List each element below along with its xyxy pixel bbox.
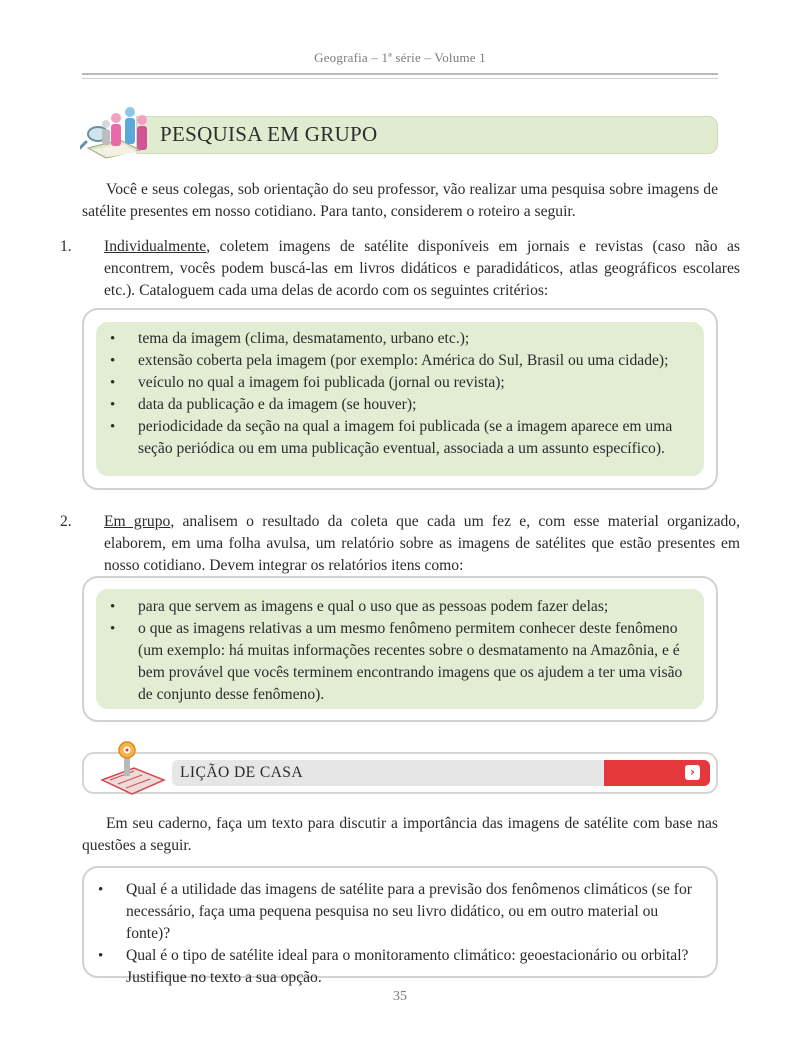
list-item: • data da publicação e da imagem (se houver); [110, 394, 698, 416]
criteria-list [110, 328, 698, 460]
page-number: 35 [393, 989, 407, 1004]
step-text: , analisem o resultado da coleta que cada um fez e, com esse material organizado, elaborem, em uma folha avulsa, um relatório sobre as imagens de satélites que estão presentes em nosso cotidiano. Devem integrar os relatórios itens como: [104, 513, 740, 574]
chevron-right-icon[interactable]: › [685, 765, 700, 780]
report-items-list [110, 596, 698, 706]
homework-icon [98, 740, 168, 796]
list-item: • Qual é a utilidade das imagens de satélite para a previsão dos fenômenos climáticos (se for necessário, faça uma pequena pesquisa no seu livro didático, ou em outro material ou fonte)? [98, 879, 702, 945]
step-1-paragraph [60, 236, 740, 302]
section-title-homework: LIÇÃO DE CASA [180, 764, 304, 781]
list-item: • extensão coberta pela imagem (por exemplo: América do Sul, Brasil ou uma cidade); [110, 350, 698, 372]
step-text: , coletem imagens de satélite disponíveis em jornais e revistas (caso não as encontrem, vocês podem buscá-las em livros didáticos e paradidáticos, atlas geográficos escolares etc.). Cataloguem cada uma delas de acordo com os seguintes critérios: [104, 238, 740, 299]
intro-paragraph: Você e seus colegas, sob orientação do seu professor, vão realizar uma pesquisa sobre imagens de satélite presentes em nosso cotidiano. Para tanto, considerem o roteiro a seguir. [82, 181, 718, 220]
step-number: 2. [60, 513, 72, 530]
homework-questions-list [98, 879, 702, 989]
group-research-icon [80, 104, 166, 160]
list-item: • para que servem as imagens e qual o uso que as pessoas podem fazer delas; [110, 596, 698, 618]
list-item: • veículo no qual a imagem foi publicada (jornal ou revista); [110, 372, 698, 394]
step-number: 1. [60, 238, 72, 255]
list-item: • Qual é o tipo de satélite ideal para o monitoramento climático: geoestacionário ou orbital? Justifique no texto a sua opção. [98, 945, 702, 989]
list-item: • o que as imagens relativas a um mesmo fenômeno permitem conhecer deste fenômeno (um exemplo: há muitas informações recentes sobre o desmatamento na Amazônia, e é bem provável que vocês terminem encontrando imagens que os ajudem a ter uma visão de conjunto desse fenômeno). [110, 618, 698, 706]
homework-intro-paragraph: Em seu caderno, faça um texto para discutir a importância das imagens de satélite com base nas questões a seguir. [82, 815, 718, 854]
header-rule [82, 73, 718, 75]
running-head: Geografia – 1ª série – Volume 1 [314, 50, 486, 65]
section-title-group-research: PESQUISA EM GRUPO [160, 122, 378, 146]
step-emphasis: Individualmente [104, 238, 207, 255]
list-item: • tema da imagem (clima, desmatamento, urbano etc.); [110, 328, 698, 350]
list-item: • periodicidade da seção na qual a imagem foi publicada (se a imagem aparece em uma seção periódica ou em uma publicação eventual, associada a um assunto específico). [110, 416, 698, 460]
step-2-paragraph [60, 511, 740, 577]
step-emphasis: Em grupo [104, 513, 171, 530]
header-rule-thin [82, 78, 718, 79]
